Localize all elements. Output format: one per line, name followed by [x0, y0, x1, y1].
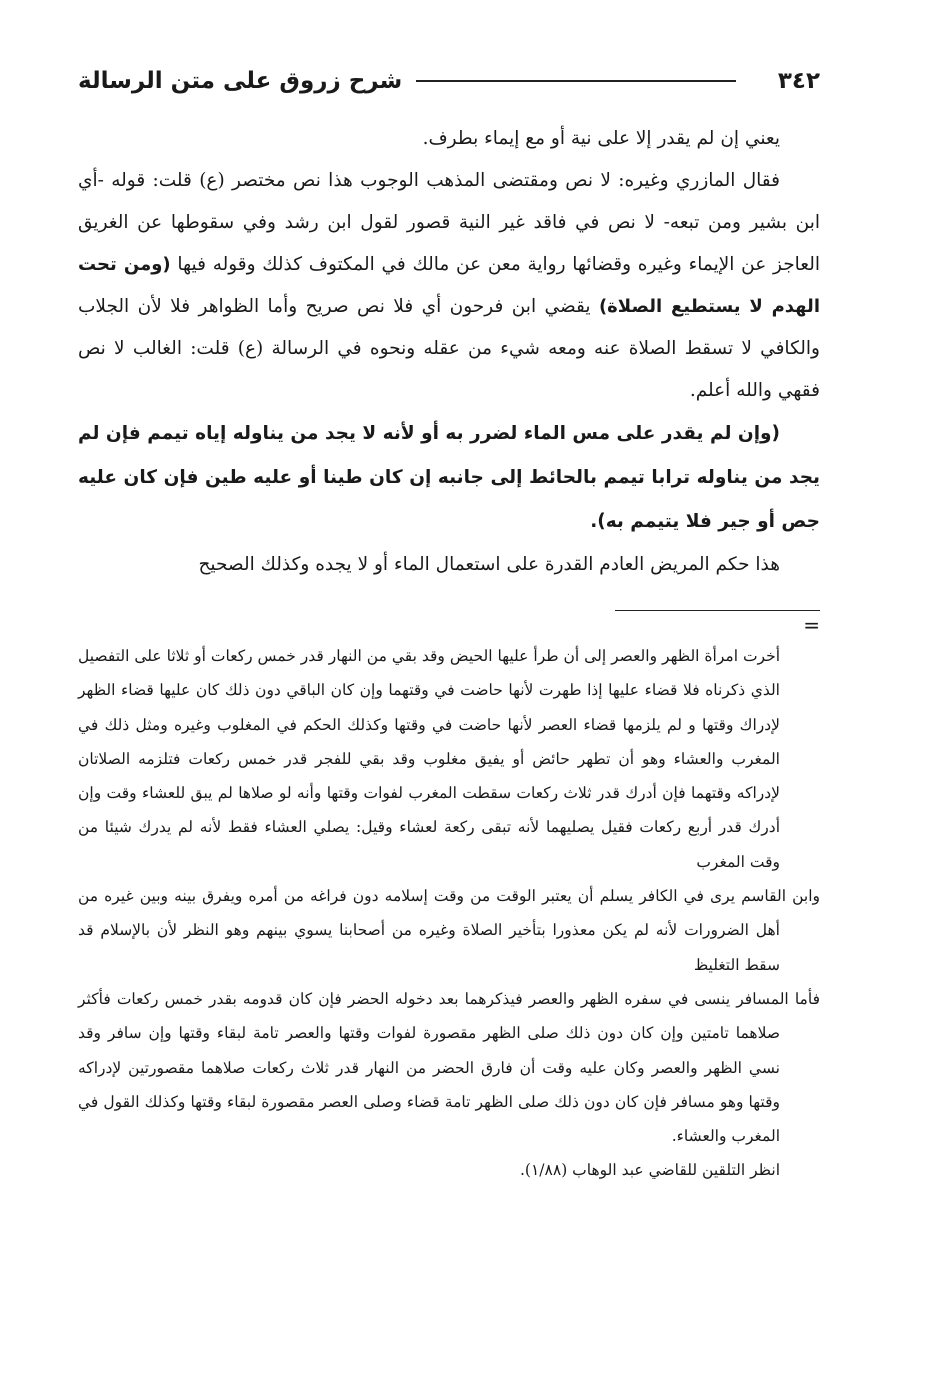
paragraph-2-part-b: يقضي ابن فرحون أي فلا نص صريح وأما الظواهر فلا لأن الجلاب والكافي لا تسقط الصلاة عنه ومعه شيء من عقله ونحوه في الرسالة (ع) قلت: الغالب لا نص فقهي والله أعلم.	[78, 296, 820, 401]
header-rule	[416, 80, 736, 82]
footnote-continuation-marker: =	[803, 613, 820, 637]
footnote-rule	[615, 610, 820, 611]
footnote-2: وابن القاسم يرى في الكافر يسلم أن يعتبر الوقت من وقت إسلامه دون فراغه من أمره ويفرق بينه وبين غيره من أهل الضرورات لأنه لم يكن معذورا بتأخير الصلاة وغيره من أصحابنا يسوي بينهم وهو النظر لأن بالإسلام قد سقط التغليظ	[78, 887, 820, 974]
footnote-4: انظر التلقين للقاضي عبد الوهاب (١/٨٨).	[520, 1161, 780, 1180]
paragraph-1: يعني إن لم يقدر إلا على نية أو مع إيماء بطرف.	[422, 128, 780, 149]
matn-quote: (ومن تحت الهدم لا يستطيع الصلاة)	[78, 254, 820, 317]
footnotes	[78, 639, 820, 1188]
book-page	[78, 58, 820, 1188]
paragraph-2-part-a: فقال المازري وغيره: لا نص ومقتضى المذهب الوجوب هذا نص مختصر (ع) قلت: قوله -أي ابن بشير ومن تبعه- لا نص في فاقد غير النية قصور لقول ابن رشد وفي سقوطها عن الغريق العاجز عن الإيماء وغيره وقضائها رواية معن عن مالك في المكتوف كذلك وقوله فيها	[78, 170, 820, 275]
page-number: ٣٤٢	[777, 68, 820, 94]
page-header	[78, 58, 820, 104]
footnote-1: أخرت امرأة الظهر والعصر إلى أن طرأ عليها الحيض وقد بقي من النهار قدر خمس ركعات أو ثلاثا على التفصيل الذي ذكرناه فلا قضاء عليها إذا طهرت لأنها حاضت في وقتهما وإن كان الباقي دون ذلك كان عليها قضاء الظهر لإدراك وقتها و لم يلزمها قضاء العصر لأنها حاضت في وقتها وكذلك الحكم في المغلوب وغيره ومثل ذلك في المغرب والعشاء وهو أن تطهر حائض أو يفيق مغلوب وقد بقي للفجر قدر خمس ركعات فتلزمه الصلاتان لإدراكه وقتهما فإن أدرك قدر ثلاث ركعات سقطت المغرب لفوات وقتها وأنه لو صلاها لم يبق للعشاء وقت وإن أدرك قدر أربع ركعات فقيل يصليهما لأنه تبقى ركعة لعشاء وقيل: يصلي العشاء فقط لأنه لم يدرك شيئا من وقت المغرب	[78, 647, 780, 871]
paragraph-3: هذا حكم المريض العادم القدرة على استعمال الماء أو لا يجده وكذلك الصحيح	[198, 554, 780, 575]
footnote-3: فأما المسافر ينسى في سفره الظهر والعصر فيذكرهما بعد دخوله الحضر فإن كان قدومه بقدر خمس ركعات فأكثر صلاهما تامتين وإن كان دون ذلك صلى الظهر مقصورة لفوات وقتها والعصر تامة لبقاء وقتها وإن سافر وقد نسي الظهر والعصر وكان عليه وقت أن فارق الحضر من النهار قدر ثلاث ركعات صلاهما مقصورتين لإدراكه وقتها وهو مسافر فإن كان دون ذلك صلى الظهر تامة قضاء وصلى العصر مقصورة لبقاء وقتها وكذلك القول في المغرب والعشاء.	[78, 989, 820, 1146]
main-text	[78, 118, 820, 586]
paragraph-2	[78, 160, 820, 412]
running-title: شرح زروق على متن الرسالة	[78, 68, 403, 94]
matn-block: (وإن لم يقدر على مس الماء لضرر به أو لأنه لا يجد من يناوله إياه تيمم فإن لم يجد من يناوله ترابا تيمم بالحائط إلى جانبه إن كان طينا أو عليه طين فإن كان عليه جص أو جير فلا يتيمم به).	[78, 423, 820, 532]
